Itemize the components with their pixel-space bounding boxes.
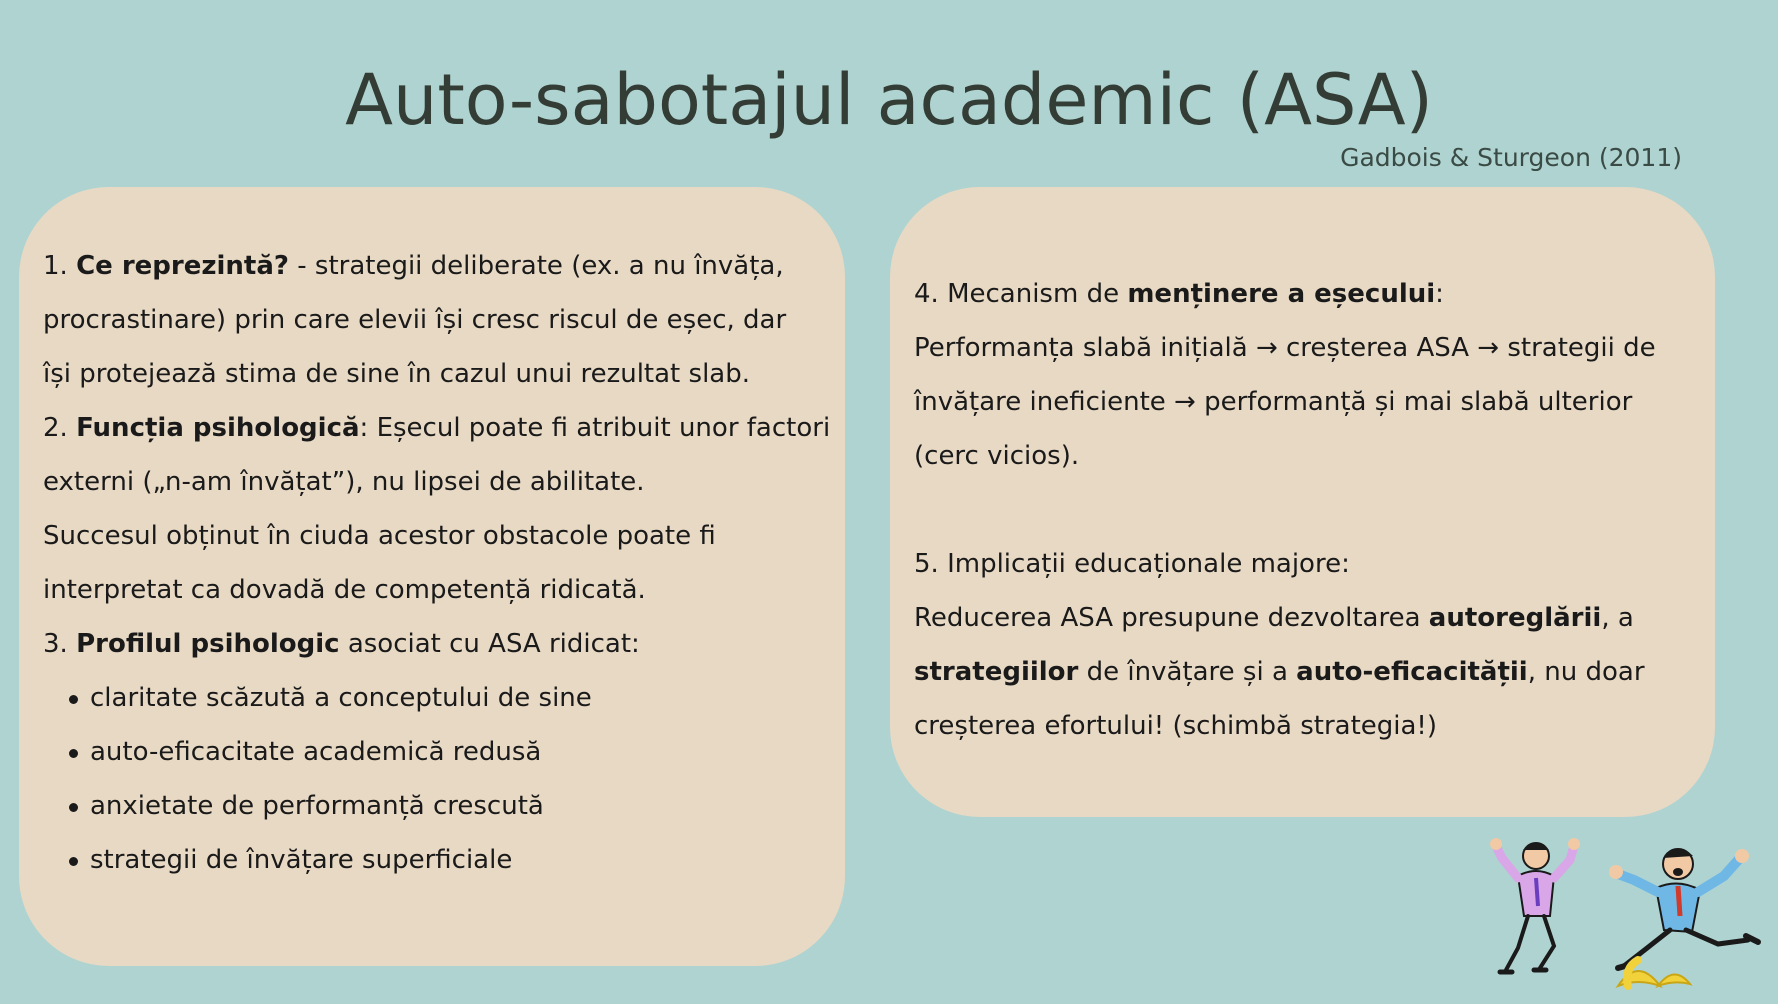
list-item: anxietate de performanță crescută (90, 779, 825, 833)
point-4-line-1 (914, 267, 1695, 321)
slide-title: Auto-sabotajul academic (ASA) (345, 59, 1433, 141)
point-5-line-2 (914, 591, 1695, 645)
point-1-text: - strategii deliberate (ex. a nu învăța, (288, 251, 784, 281)
right-card (890, 187, 1715, 817)
happy-man-figure (1490, 838, 1580, 972)
point-3-text: asociat cu ASA ridicat: (339, 629, 640, 659)
point-5-text-c: , a (1601, 603, 1634, 633)
point-5-line-4: creșterea efortului! (schimbă strategia!) (914, 711, 1437, 741)
slipping-on-banana-peel-illustration (1478, 836, 1768, 996)
point-2-line-3: Succesul obținut în ciuda acestor obstacole poate fi (43, 521, 716, 551)
citation: Gadbois & Sturgeon (2011) (1340, 143, 1682, 172)
point-1-line-2: procrastinare) prin care elevii își cresc riscul de eșec, dar (43, 305, 787, 335)
point-5-text-a: Reducerea ASA presupune dezvoltarea (914, 603, 1429, 633)
point-2-heading: Funcția psihologică (76, 413, 360, 443)
point-4-line-4: (cerc vicios). (914, 441, 1080, 471)
point-4-heading: menținere a eșecului (1127, 279, 1436, 309)
point-2-line-1 (43, 401, 831, 455)
point-5-bold-strategiilor: strategiilor (914, 657, 1079, 687)
point-3-line-1 (43, 617, 825, 671)
profile-bullet-list (43, 671, 825, 887)
point-5-text-g: , nu doar (1527, 657, 1645, 687)
point-1-line-3: își protejează stima de sine în cazul unui rezultat slab. (43, 359, 750, 389)
point-5-bold-autoreglarii: autoreglării (1428, 603, 1602, 633)
point-1-heading: Ce reprezintă? (76, 251, 289, 281)
left-card (19, 187, 845, 966)
point-1-number: 1. (43, 251, 77, 281)
point-4-line-2: Performanța slabă inițială → creșterea ASA → strategii de (914, 333, 1656, 363)
point-2-line-2: externi („n-am învățat”), nu lipsei de abilitate. (43, 467, 645, 497)
point-2-number: 2. (43, 413, 77, 443)
point-5-title: 5. Implicații educaționale majore: (914, 549, 1350, 579)
point-5-line-3 (914, 645, 1695, 699)
point-2-line-4: interpretat ca dovadă de competență ridicată. (43, 575, 646, 605)
point-4-line-3: învățare ineficiente → performanță și mai slabă ulterior (914, 387, 1633, 417)
point-1-line-1 (43, 239, 825, 293)
point-4-colon: : (1435, 279, 1444, 309)
point-4-text: 4. Mecanism de (914, 279, 1128, 309)
spacer (914, 483, 1695, 537)
point-3-heading: Profilul psihologic (76, 629, 340, 659)
list-item: auto-eficacitate academică redusă (90, 725, 825, 779)
banana-peel-icon (1618, 960, 1690, 986)
slipping-man-figure (1609, 848, 1758, 968)
point-5-text-e: de învățare și a (1078, 657, 1297, 687)
point-5-bold-auto-eficacitatii: auto-eficacității (1296, 657, 1528, 687)
list-item: strategii de învățare superficiale (90, 833, 825, 887)
point-3-number: 3. (43, 629, 77, 659)
point-2-text: : Eșecul poate fi atribuit unor factori (359, 413, 831, 443)
list-item: claritate scăzută a conceptului de sine (90, 671, 825, 725)
